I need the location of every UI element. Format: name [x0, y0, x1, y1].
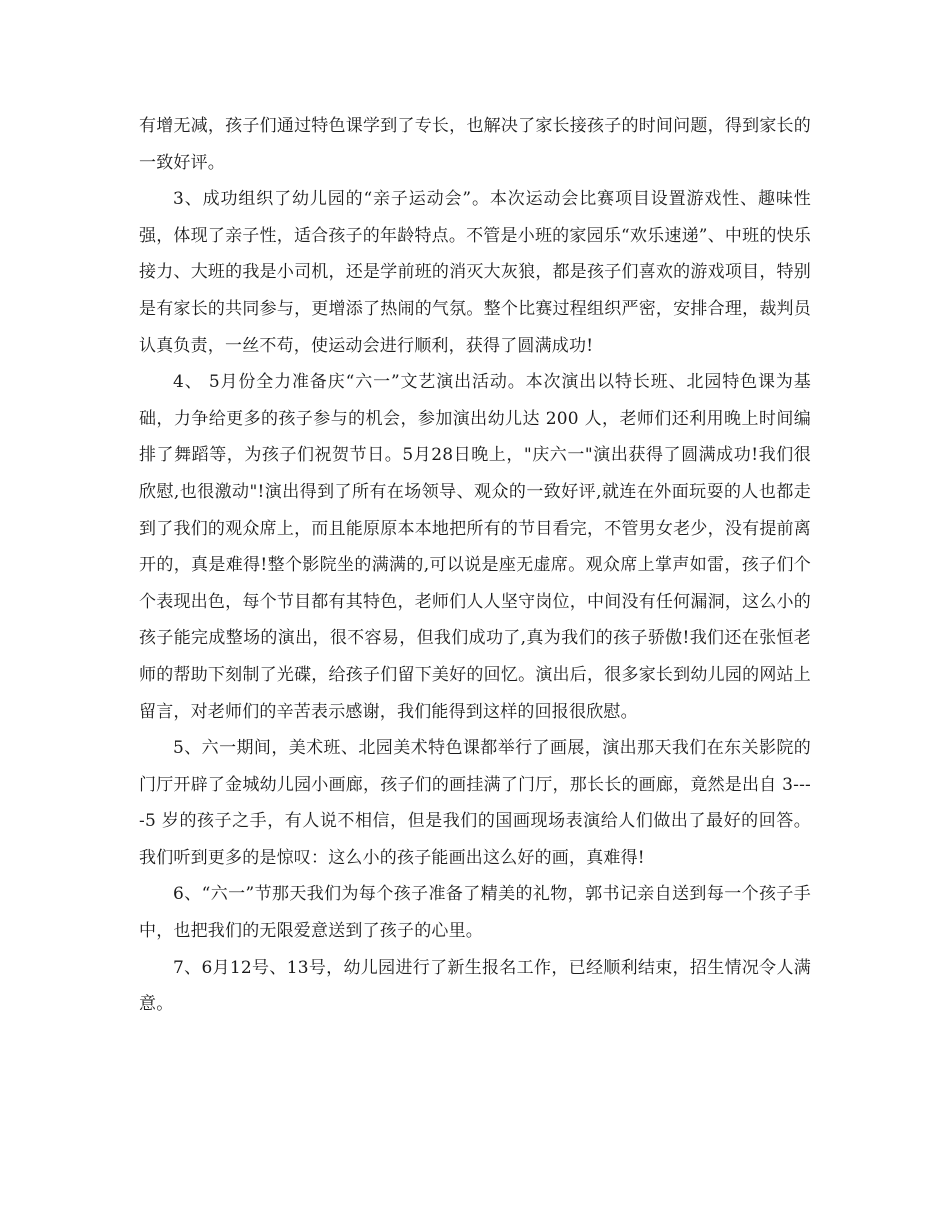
paragraph-item-7: 7、6月12号、13号，幼儿园进行了新生报名工作，已经顺利结束，招生情况令人满意。	[139, 957, 811, 1015]
paragraph-item-3: 3、成功组织了幼儿园的“亲子运动会”。本次运动会比赛项目设置游戏性、趣味性强，体现了亲子性，适合孩子的年龄特点。不管是小班的家园乐“欢乐速递”、中班的快乐接力、大班的我是小司机，还是学前班的消灭大灰狼，都是孩子们喜欢的游戏项目，特别是有家长的共同参与，更增添了热闹的气氛。整个比赛过程组织严密，安排合理，裁判员认真负责，一丝不苟，使运动会进行顺利，获得了圆满成功!	[139, 189, 811, 356]
document-body	[139, 108, 811, 1023]
paragraph-continuation: 有增无减，孩子们通过特色课学到了专长，也解决了家长接孩子的时间问题，得到家长的一致好评。	[139, 116, 811, 173]
paragraph-item-4: 4、 5月份全力准备庆“六一”文艺演出活动。本次演出以特长班、北园特色课为基础，力争给更多的孩子参与的机会，参加演出幼儿达 200 人，老师们还利用晚上时间编排了舞蹈等，为孩子们祝贺节日。5月28日晚上，"庆六一"演出获得了圆满成功!我们很欣慰,也很激动"!演出得到了所有在场领导、观众的一致好评,就连在外面玩耍的人也都走到了我们的观众席上，而且能原原本本地把所有的节目看完，不管男女老少，没有提前离开的，真是难得!整个影院坐的满满的,可以说是座无虚席。观众席上掌声如雷，孩子们个个表现出色，每个节目都有其特色，老师们人人坚守岗位，中间没有任何漏洞，这么小的孩子能完成整场的演出，很不容易，但我们成功了,真为我们的孩子骄傲!我们还在张恒老师的帮助下刻制了光碟，给孩子们留下美好的回忆。演出后，很多家长到幼儿园的网站上留言，对老师们的辛苦表示感谢，我们能得到这样的回报很欣慰。	[139, 372, 811, 722]
paragraph-item-5: 5、六一期间，美术班、北园美术特色课都举行了画展，演出那天我们在东关影院的门厅开辟了金城幼儿园小画廊，孩子们的画挂满了门厅，那长长的画廊，竟然是出自 3----5 岁的孩子之手，有人说不相信，但是我们的国画现场表演给人们做出了最好的回答。我们听到更多的是惊叹：这么小的孩子能画出这么好的画，真难得!	[139, 738, 811, 868]
paragraph-item-6: 6、“六一”节那天我们为每个孩子准备了精美的礼物，郭书记亲自送到每一个孩子手中，也把我们的无限爱意送到了孩子的心里。	[139, 884, 811, 942]
